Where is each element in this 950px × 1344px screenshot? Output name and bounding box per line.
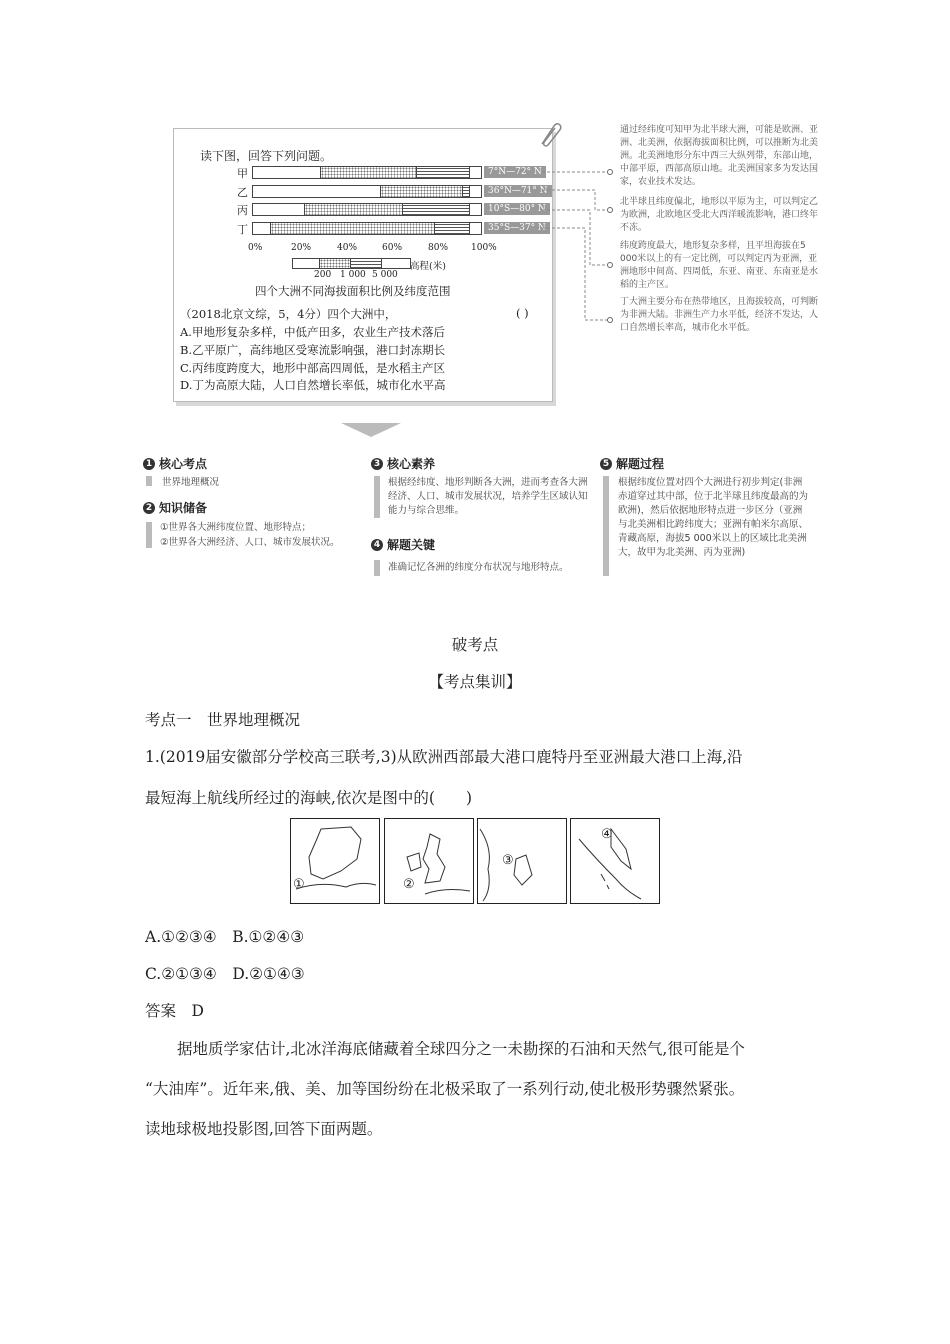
- section-text: 准确记忆各洲的纬度分布状况与地形特点。: [388, 562, 569, 573]
- section-title: 核心考点: [159, 457, 208, 471]
- down-arrow-icon: [374, 476, 380, 518]
- bar-segment: [417, 167, 469, 178]
- number-badge: 2: [143, 502, 155, 514]
- section-title: 解题过程: [616, 457, 665, 471]
- bar-segment: [305, 204, 403, 215]
- chart-caption: 四个大洲不同海拔面积比例及纬度范围: [255, 284, 451, 298]
- options-line-2: C.②①③④ D.②①④③: [145, 965, 305, 983]
- answer: 答案 D: [145, 1002, 204, 1020]
- map-marker: ①: [293, 877, 305, 892]
- legend-value: 1 000: [340, 270, 366, 280]
- legend-value: 200: [314, 270, 332, 280]
- latitude-range: 7°N—72° N: [484, 166, 546, 178]
- bar-segment: [470, 167, 481, 178]
- map-marker: ③: [502, 853, 514, 868]
- elevation-bar: [252, 222, 482, 235]
- section-text: ②世界各大洲经济、人口、城市发展状况。: [160, 537, 340, 548]
- bar-segment: [253, 204, 305, 215]
- row-label: 乙: [237, 186, 248, 199]
- topic-title: 考点一 世界地理概况: [145, 711, 301, 729]
- option-b: B.乙平原广，高纬地区受寒流影响强，港口封冻期长: [180, 343, 446, 357]
- axis-tick: 20%: [291, 243, 312, 253]
- down-arrow-icon: [146, 476, 152, 486]
- note-africa: 丁大洲主要分布在热带地区，且海拔较高，可判断为非洲大陆。非洲生产力水平低，经济不发达，人口自然增长率高，城市化水平低。: [620, 297, 819, 333]
- bar-segment: [470, 223, 481, 234]
- section-knowledge: [143, 499, 207, 516]
- axis-tick: 0%: [248, 243, 263, 253]
- question-1-line-2: 最短海上航线所经过的海峡,依次是图中的( ): [145, 789, 473, 807]
- number-badge: 4: [371, 539, 383, 551]
- elevation-bar: [252, 185, 482, 198]
- section-heading: 破考点: [451, 636, 499, 654]
- number-badge: 3: [371, 458, 383, 470]
- section-title: 核心素养: [387, 457, 436, 471]
- bar-segment: [403, 204, 469, 215]
- bar-segment: [253, 167, 321, 178]
- section-core-point: [143, 455, 207, 472]
- section-key: [371, 536, 435, 553]
- bar-segment: [435, 223, 469, 234]
- bar-segment: [381, 186, 463, 197]
- bar-segment: [463, 186, 470, 197]
- axis-tick: 100%: [471, 243, 497, 253]
- paragraph-line-1: 据地质学家估计,北冰洋海底储藏着全球四分之一未勘探的石油和天然气,很可能是个: [177, 1040, 745, 1058]
- map-strait-2: [384, 818, 474, 904]
- bar-segment: [271, 223, 435, 234]
- paragraph-line-3: 读地球极地投影图,回答下面两题。: [145, 1120, 383, 1138]
- axis-tick: 60%: [382, 243, 403, 253]
- section-process: [600, 455, 664, 472]
- section-subheading: 【考点集训】: [428, 673, 522, 691]
- number-badge: 1: [143, 458, 155, 470]
- latitude-range: 10°S—80° N: [484, 203, 550, 215]
- section-text: ①世界各大洲纬度位置、地形特点；: [160, 522, 312, 533]
- option-c: C.丙纬度跨度大，地形中部高四周低，是水稻主产区: [180, 361, 446, 375]
- connector-lines: [540, 120, 620, 330]
- latitude-range: 35°S—37° N: [484, 222, 550, 234]
- legend-value: 5 000: [372, 270, 398, 280]
- map-strait-4: [570, 818, 660, 904]
- question-source: （2018北京文综，5，4分）四个大洲中，: [180, 307, 397, 321]
- map-strait-1: [290, 818, 380, 904]
- note-europe: 北半球且纬度偏北，地形以平原为主，可以判定乙为欧洲，北欧地区受北大西洋暖流影响，港口终年不冻。: [620, 197, 819, 233]
- section-text: 根据经纬度、地形判断各大洲，进而考查各大洲经济、人口、城市发展状况，培养学生区域认知能力与综合思维。: [388, 477, 588, 516]
- legend-label: 高程(米): [410, 261, 446, 272]
- bar-segment: [470, 204, 481, 215]
- map-strait-3: [477, 818, 567, 904]
- option-d: D.丁为高原大陆，人口自然增长率低，城市化水平高: [180, 378, 446, 392]
- note-north-america: 通过经纬度可知甲为北半球大洲，可能是欧洲、亚洲、北美洲，依据海拔面积比例，可以推断为北美洲。北美洲地形分东中西三大纵列带，东部山地，中部平原，西部高原山地。北美洲国家多为发达国家，农业技术发达。: [620, 125, 819, 187]
- bar-segment: [253, 186, 381, 197]
- section-text: 世界地理概况: [162, 477, 220, 488]
- section-literacy: [371, 455, 435, 472]
- options-line-1: A.①②③④ B.①②④③: [145, 928, 305, 946]
- latitude-range: 36°N—71° N: [484, 185, 552, 197]
- axis-tick: 40%: [337, 243, 358, 253]
- map-marker: ②: [403, 877, 415, 892]
- section-title: 解题关键: [387, 538, 436, 552]
- section-text: 根据纬度位置对四个大洲进行初步判定(非洲赤道穿过其中部，位于北半球且纬度最高的为欧洲)，然后依据地形特点进一步区分（亚洲与北美洲相比跨纬度大；亚洲有帕米尔高原、青藏高原，海拔5 000米以上的区域比北美洲大，故甲为北美洲、丙为亚洲): [618, 477, 809, 558]
- axis-tick: 80%: [428, 243, 449, 253]
- question-1-line-1: 1.(2019届安徽部分学校高三联考,3)从欧洲西部最大港口鹿特丹至亚洲最大港口上海,沿: [145, 748, 743, 766]
- elevation-legend: [292, 258, 411, 269]
- bar-segment: [470, 186, 481, 197]
- down-arrow-icon: [603, 476, 609, 576]
- map-marker: ④: [601, 827, 613, 842]
- bar-segment: [321, 167, 417, 178]
- row-label: 甲: [237, 167, 248, 180]
- elevation-bar: [252, 203, 482, 216]
- down-arrow-icon: [146, 522, 152, 548]
- card-intro: 读下图，回答下列问题。: [200, 149, 333, 163]
- row-label: 丁: [237, 223, 248, 236]
- option-a: A.甲地形复杂多样，中低产田多，农业生产技术落后: [180, 325, 445, 339]
- down-arrow-icon: [374, 560, 380, 576]
- note-asia: 纬度跨度最大，地形复杂多样，且平坦海拔在5 000米以上的有一定比例，可以判定丙为亚洲，亚洲地形中间高、四周低，东亚、南亚、东南亚是水稻的主产区。: [620, 241, 819, 290]
- paragraph-line-2: “大油库”。近年来,俄、美、加等国纷纷在北极采取了一系列行动,使北极形势骤然紧张。: [145, 1080, 745, 1098]
- section-title: 知识储备: [159, 501, 208, 515]
- question-bracket: ( ): [516, 306, 529, 320]
- elevation-bar: [252, 166, 482, 179]
- bar-segment: [253, 223, 271, 234]
- number-badge: 5: [600, 458, 612, 470]
- row-label: 丙: [237, 204, 248, 217]
- down-arrow-icon: [341, 423, 401, 437]
